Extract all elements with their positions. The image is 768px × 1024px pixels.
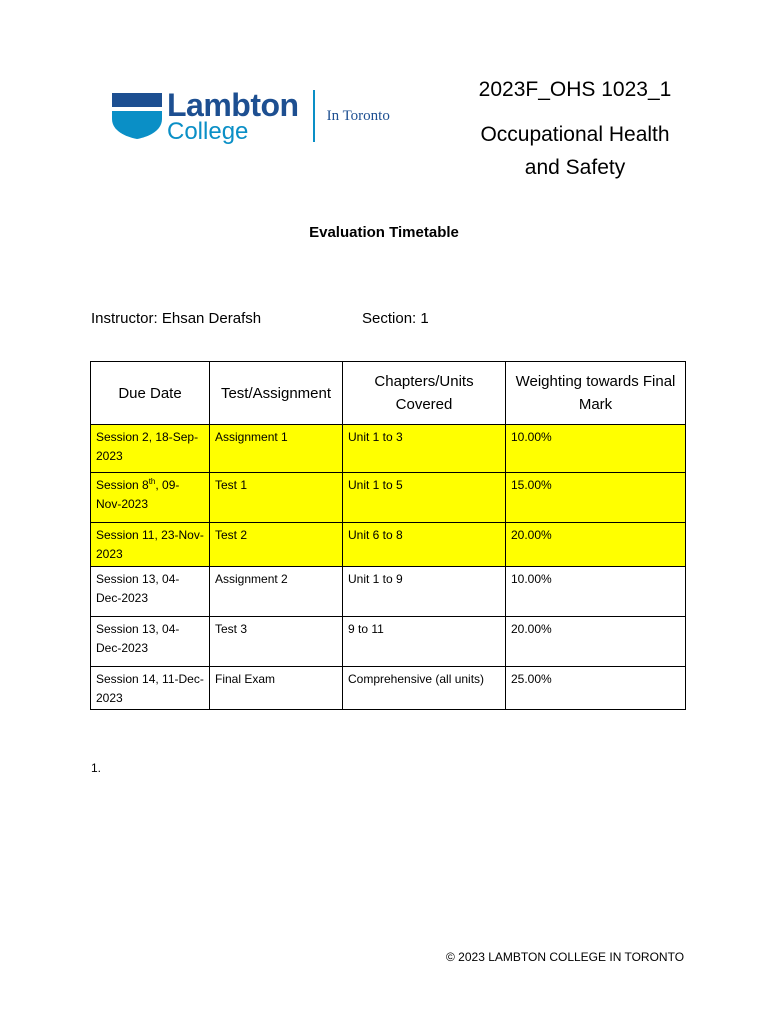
column-header-test-assignment: Test/Assignment xyxy=(210,362,343,425)
cell-units: Unit 1 to 3 xyxy=(343,425,506,473)
cell-units: Unit 1 to 9 xyxy=(343,567,506,617)
cell-item: Final Exam xyxy=(210,667,343,710)
cell-due-date: Session 2, 18-Sep-2023 xyxy=(91,425,210,473)
instructor-label: Instructor: Ehsan Derafsh xyxy=(91,310,262,327)
due-date-text: , 09-Nov-2023 xyxy=(96,478,180,511)
section-label: Section: 1 xyxy=(362,310,429,327)
cell-item: Test 3 xyxy=(210,617,343,667)
cell-units: 9 to 11 xyxy=(343,617,506,667)
column-header-due-date: Due Date xyxy=(91,362,210,425)
table-header-row xyxy=(91,362,686,425)
shield-logo-icon xyxy=(112,93,162,139)
logo-divider xyxy=(313,90,315,142)
cell-weight: 10.00% xyxy=(506,425,686,473)
cell-item: Assignment 1 xyxy=(210,425,343,473)
table-row xyxy=(91,473,686,523)
cell-units: Unit 6 to 8 xyxy=(343,523,506,567)
list-marker: 1. xyxy=(91,761,102,775)
cell-units: Unit 1 to 5 xyxy=(343,473,506,523)
cell-item: Assignment 2 xyxy=(210,567,343,617)
logo-lambton: Lambton xyxy=(167,86,299,123)
college-logo xyxy=(92,76,392,156)
cell-weight: 25.00% xyxy=(506,667,686,710)
document-title: Evaluation Timetable xyxy=(309,224,459,241)
cell-due-date xyxy=(91,473,210,523)
column-header-chapters-units: Chapters/Units Covered xyxy=(343,362,506,425)
ordinal-suffix: th xyxy=(148,477,156,486)
table-row xyxy=(91,617,686,667)
column-header-weighting: Weighting towards Final Mark xyxy=(506,362,686,425)
cell-units: Comprehensive (all units) xyxy=(343,667,506,710)
course-name: Occupational Health and Safety xyxy=(480,123,670,179)
cell-weight: 15.00% xyxy=(506,473,686,523)
due-date-text: Session 8 xyxy=(96,478,149,492)
course-code: 2023F_OHS 1023_1 xyxy=(478,78,672,101)
cell-weight: 20.00% xyxy=(506,617,686,667)
cell-item: Test 1 xyxy=(210,473,343,523)
logo-college: College xyxy=(167,117,249,145)
table-row xyxy=(91,567,686,617)
logo-wordmark xyxy=(167,86,299,145)
cell-weight: 20.00% xyxy=(506,523,686,567)
cell-due-date: Session 14, 11-Dec-2023 xyxy=(91,667,210,710)
cell-item: Test 2 xyxy=(210,523,343,567)
evaluation-table xyxy=(90,361,686,710)
table-row xyxy=(91,425,686,473)
table-row xyxy=(91,667,686,710)
table-row xyxy=(91,523,686,567)
logo-location: In Toronto xyxy=(326,107,390,124)
cell-weight: 10.00% xyxy=(506,567,686,617)
footer-copyright: © 2023 LAMBTON COLLEGE IN TORONTO xyxy=(446,950,685,964)
cell-due-date: Session 13, 04-Dec-2023 xyxy=(91,617,210,667)
cell-due-date: Session 13, 04-Dec-2023 xyxy=(91,567,210,617)
cell-due-date: Session 11, 23-Nov-2023 xyxy=(91,523,210,567)
